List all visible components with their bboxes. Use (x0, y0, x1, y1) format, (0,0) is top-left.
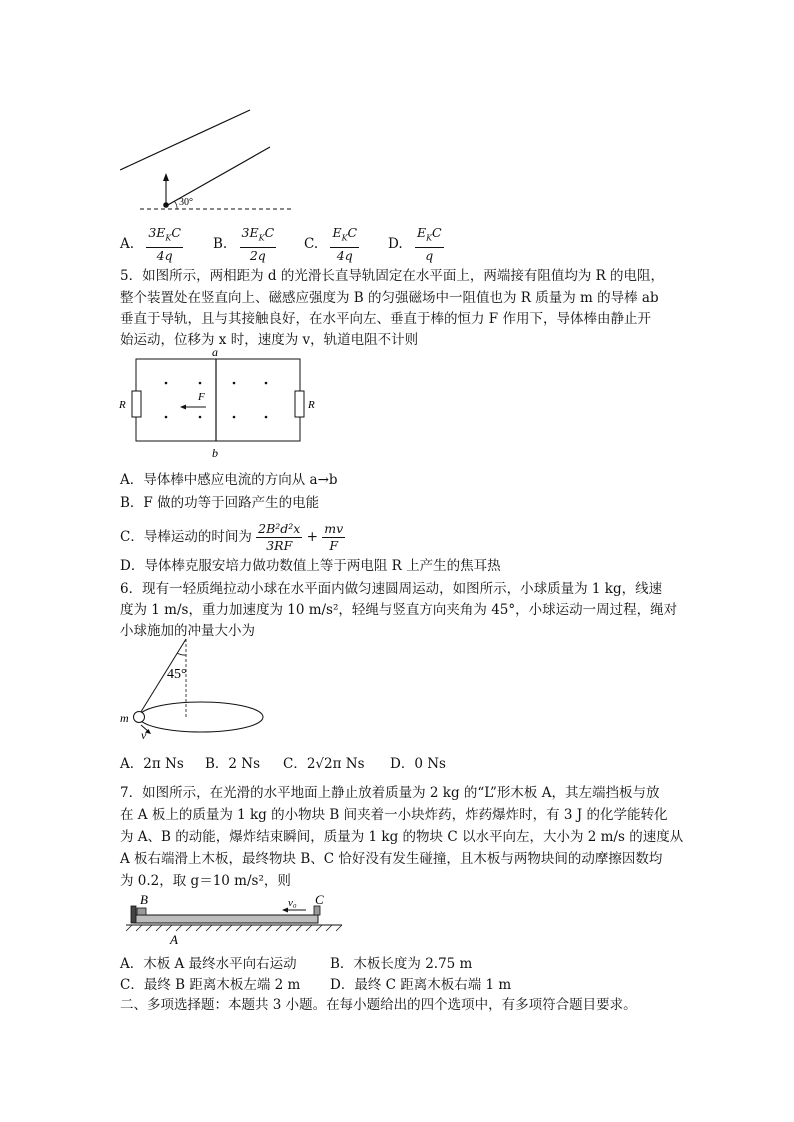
q5-option-a[interactable]: A．导体棒中感应电流的方向从 a→b (120, 472, 338, 488)
board-a-label: A (170, 932, 178, 947)
section-heading: 二、多项选择题：本题共 3 小题。在每小题给出的四个选项中，有多项符合题目要求。 (120, 997, 637, 1013)
q7-text-line: 在 A 板上的质量为 1 kg 的小物块 B 间夹着一小块炸药，炸药爆炸时，有 3 J 的化学能转化 (120, 807, 668, 823)
velocity-label: v (141, 728, 147, 742)
force-label: F (198, 391, 205, 403)
q4-option-d[interactable]: D. $\frac{E_KC}{q}$ (388, 225, 442, 263)
rod-end-b-label: b (212, 446, 218, 460)
circuit-figure (112, 345, 332, 463)
q6-option-a[interactable]: A．2π Ns (120, 756, 184, 772)
incline-figure (120, 105, 300, 220)
q7-text-line: A 板右端滑上木板，最终物块 B、C 恰好没有发生碰撞，且木板与两物块间的动摩擦因数均 (120, 851, 663, 867)
q7-text-line: 为 0.2，取 g＝10 m/s²，则 (120, 873, 291, 889)
resistor-right-label: R (308, 399, 315, 411)
velocity-v0-label: v₀ (288, 897, 297, 909)
q7-text-line: 为 A、B 的动能，爆炸结束瞬间，质量为 1 kg 的物块 C 以水平向左，大小为 2 m/s 的速度从 (120, 829, 684, 845)
q6-option-d[interactable]: D．0 Ns (390, 756, 446, 772)
block-c-label: C (315, 892, 324, 907)
q4-option-c[interactable]: C. $\frac{E_KC}{4q}$ (304, 225, 358, 263)
resistor-left-label: R (119, 399, 126, 411)
q5-text-line: 5．如图所示，两相距为 d 的光滑长直导轨固定在水平面上，两端接有阻值均为 R 的电阻， (120, 268, 665, 284)
q5-option-d[interactable]: D．导体棒克服安培力做功数值上等于两电阻 R 上产生的焦耳热 (120, 558, 501, 574)
q7-option-b[interactable]: B．木板长度为 2.75 m (330, 956, 473, 972)
q6-text-line: 6．现有一轻质绳拉动小球在水平面内做匀速圆周运动，如图所示，小球质量为 1 kg，线速 (120, 581, 663, 597)
q5-option-c[interactable]: C．导棒运动的时间为 $\frac{\text{2B²d²x}}{3RF}$ + $\frac{mv}{F}$ (120, 521, 344, 553)
q5-text-line: 垂直于导轨，且与其接触良好，在水平向左、垂直于棒的恒力 F 作用下，导体棒由静止开 (120, 311, 651, 327)
q5-option-b[interactable]: B．F 做的功等于回路产生的电能 (120, 495, 320, 511)
q7-option-d[interactable]: D．最终 C 距离木板右端 1 m (330, 977, 512, 993)
q7-option-c[interactable]: C．最终 B 距离木板左端 2 m (120, 977, 301, 993)
q7-text-line: 7．如图所示，在光滑的水平地面上静止放着质量为 2 kg 的“L”形木板 A，其左端挡板与放 (120, 785, 660, 801)
conical-pendulum-figure (115, 635, 285, 745)
q4-option-b[interactable]: B. $\frac{3E_KC}{2q}$ (213, 225, 275, 263)
q4-option-a[interactable]: A. $\frac{3E_KC}{4q}$ (120, 225, 181, 263)
q6-text-line: 度为 1 m/s，重力加速度为 10 m/s²，轻绳与竖直方向夹角为 45°，小球运动一周过程，绳对 (120, 602, 678, 618)
q7-option-a[interactable]: A．木板 A 最终水平向右运动 (120, 956, 297, 972)
board-figure (120, 888, 350, 948)
q6-option-c[interactable]: C．2√2π Ns (283, 756, 365, 772)
block-b-label: B (140, 892, 148, 907)
angle-30-label: 30° (179, 197, 193, 208)
rod-end-a-label: a (212, 345, 218, 359)
q6-text-line: 小球施加的冲量大小为 (120, 623, 255, 639)
ground-hatch (126, 925, 342, 931)
angle-45-label: 45° (167, 667, 187, 682)
mass-label: m (120, 711, 129, 725)
q5-text-line: 始运动，位移为 x 时，速度为 v，轨道电阻不计则 (120, 332, 419, 348)
q6-option-b[interactable]: B．2 Ns (205, 756, 261, 772)
q5-text-line: 整个装置处在竖直向上、磁感应强度为 B 的匀强磁场中一阻值也为 R 质量为 m 的导棒 ab (120, 290, 659, 306)
